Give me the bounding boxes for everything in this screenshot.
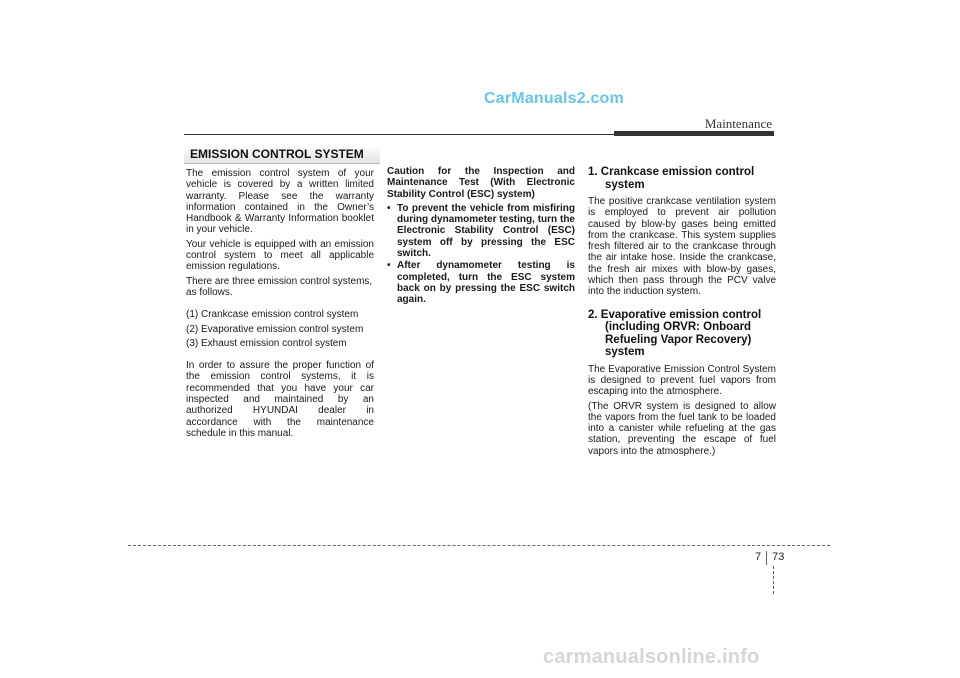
subheading-evaporative [588,309,776,359]
subheading-number: 2. [588,308,598,321]
subheading-text: Crankcase emission control [600,166,755,178]
list-item: (2) Evaporative emission control system [186,323,364,335]
header-rule [184,134,614,135]
footer-dashed-rule [128,545,830,546]
list-item: (1) Crankcase emission control system [186,309,359,321]
caution-title: Caution for the Inspection and Maintenance Test (With Electronic Stability Control (ESC) system) [387,166,575,200]
subheading-text: (including ORVR: Onboard [605,321,752,334]
subheading-text: Evaporative emission control [600,308,762,321]
caution-bullet-text: To prevent the vehicle from misfiring during dynamometer testing, turn the Electronic Stability Control (ESC) system off by pressing the ESC switch. [397,202,575,260]
column-middle [387,166,575,307]
caution-bullet-text: After dynamometer testing is completed, turn the ESC system back on by pressing the ESC switch again. [397,260,575,306]
page-number [755,551,784,565]
paragraph-orvr: (The ORVR system is designed to allow the vapors from the fuel tank to be loaded into a canister while refueling at the gas station, preventing the escape of fuel vapors into the atmosphere.) [588,400,776,457]
chapter-number: 7 [755,551,762,563]
column-right [588,166,776,460]
page-heading: EMISSION CONTROL SYSTEM [184,145,380,164]
paragraph-crankcase: The positive crankcase ventilation system is employed to prevent air pollution caused by blow-by gases being emitted from the crankcase. This system supplies fresh filtered air to the crankcase through the air intake hose. Inside the crankcase, the fresh air mixes with blow-by gases, which then pass through the PCV valve into the induction system. [588,196,776,298]
column-left [186,168,374,442]
bullet-dot: • [387,260,391,272]
watermark-top: CarManuals2.com [484,90,624,107]
paragraph-equipped: Your vehicle is equipped with an emission control system to meet all applicable emission regulations. [186,238,374,273]
subheading-number: 1. [588,166,598,178]
paragraph-three-systems: There are three emission control systems, as follows. [186,275,373,298]
bullet-dot: • [387,202,391,214]
caution-bullet [387,260,575,305]
subheading-text: system [605,178,645,191]
subheading-text: Refueling Vapor Recovery) [605,333,752,346]
paragraph-assure: In order to assure the proper function of the emission control systems, it is recommended that you have your car inspected and maintained by an authorized HYUNDAI dealer in accordance with the maintenance schedule in this manual. [186,360,374,439]
subheading-crankcase [588,166,776,191]
subheading-text: system [605,346,645,359]
watermark-bottom: carmanualsonline.info [543,646,760,668]
list-item: (3) Exhaust emission control system [186,337,347,349]
page-number-value: 73 [772,551,785,563]
caution-bullet [387,203,575,259]
paragraph-evaporative: The Evaporative Emission Control System is designed to prevent fuel vapors from escaping into the atmosphere. [588,363,776,398]
paragraph-warranty: The emission control system of your vehicle is covered by a written limited warranty. Please see the warranty information contained in the Owner’s Handbook & Warranty Information booklet in your vehicle. [186,168,374,236]
header-rule-tab [614,131,774,136]
page-number-divider [766,551,767,565]
section-title: Maintenance [704,116,772,131]
footer-vertical-dash [773,566,774,594]
